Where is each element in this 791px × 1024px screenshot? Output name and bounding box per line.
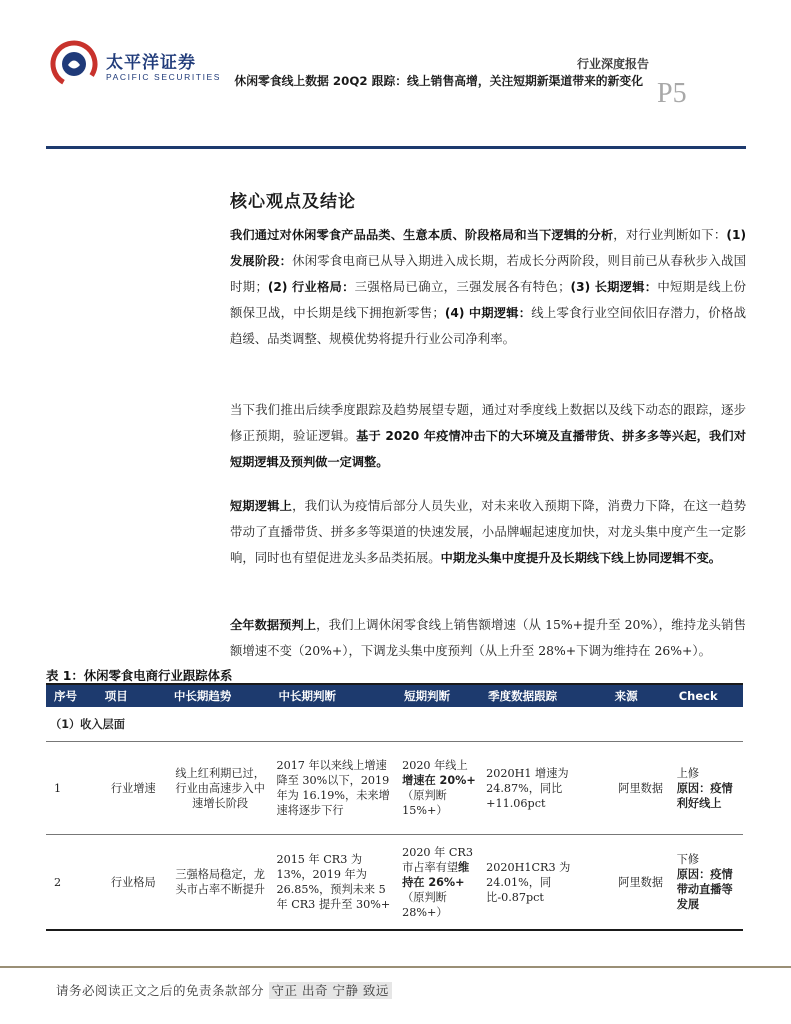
- company-name-cn: 太平洋证券: [106, 53, 196, 73]
- paragraph-conclusions: 我们通过对休闲零食产品品类、生意本质、阶段格局和当下逻辑的分析，对行业判断如下：(1) 发展阶段：休闲零食电商已从导入期进入成长期，若成长分两阶段，则目前已从春秋步入战国时期；(2) 行业格局：三强格局已确立，三强发展各有特色；(3) 长期逻辑：中短期是线上份额保卫战，中长期是线下拥抱新零售；(4) 中期逻辑：线上零食行业空间依旧存潜力，价格战趋缓、品类调整、规模优势将提升行业公司净利率。: [230, 227, 747, 346]
- table-header-row: [46, 685, 743, 707]
- cell-source: 阿里数据: [609, 835, 673, 931]
- tracking-table: [46, 685, 743, 931]
- cell-trend: 线上红利期已过，行业由高速步入中速增长阶段: [168, 742, 273, 835]
- footer-disclaimer: 请务必阅读正文之后的免责条款部分: [56, 983, 265, 998]
- col-header-item: 项目: [99, 685, 168, 707]
- report-type: 行业深度报告: [576, 57, 649, 71]
- cell-no: 1: [46, 742, 99, 835]
- paragraph-short-term: 短期逻辑上，我们认为疫情后部分人员失业，对未来收入预期下降，消费力下降，在这一趋势带动了直播带货、拼多多等渠道的快速发展，小品牌崛起速度加快，对龙头集中度产生一定影响，同时也有望促进龙头多品类拓展。中期龙头集中度提升及长期线下线上协同逻辑不变。: [230, 498, 746, 565]
- col-header-quarterly: 季度数据跟踪: [482, 685, 608, 707]
- cell-trend: 三强格局稳定，龙头市占率不断提升: [168, 835, 273, 931]
- page-number: P5: [657, 78, 687, 109]
- col-header-source: 来源: [609, 685, 673, 707]
- col-header-short-term: 短期判断: [398, 685, 482, 707]
- table-row: [46, 742, 743, 835]
- table-row: [46, 835, 743, 931]
- cell-short-term: 2020 年 CR3 市占率有望维持在 26%+（原判断 28%+）: [398, 835, 482, 931]
- cell-no: 2: [46, 835, 99, 931]
- table-section-row: [46, 707, 743, 742]
- company-logo: [50, 40, 222, 96]
- header-divider: [46, 146, 746, 149]
- cell-quarterly: 2020H1CR3 为 24.01%，同比-0.87pct: [482, 835, 608, 931]
- cell-check: 上修 原因：疫情利好线上: [673, 742, 743, 835]
- col-header-no: 序号: [46, 685, 99, 707]
- footer: [56, 981, 392, 999]
- footer-motto: 守正 出奇 宁静 致远: [269, 982, 392, 999]
- cell-source: 阿里数据: [609, 742, 673, 835]
- cell-short-term: 2020 年线上增速在 20%+（原判断 15%+）: [398, 742, 482, 835]
- col-header-long-term: 中长期判断: [272, 685, 398, 707]
- cell-long-term: 2015 年 CR3 为 13%，2019 年为 26.85%，预判未来 5 年 CR3 提升至 30%+: [272, 835, 398, 931]
- paragraph-full-year: 全年数据预判上，我们上调休闲零食线上销售额增速（从 15%+提升至 20%），维持龙头销售额增速不变（20%+），下调龙头集中度预判（从上升至 28%+下调为维持在 26%+）。: [230, 617, 747, 658]
- cell-quarterly: 2020H1 增速为 24.87%，同比+11.06pct: [482, 742, 608, 835]
- report-title: 休闲零食线上数据 20Q2 跟踪：线上销售高增，关注短期新渠道带来的新变化: [234, 74, 643, 88]
- table-caption: 表 1：休闲零食电商行业跟踪体系: [46, 668, 233, 683]
- cell-check: 下修 原因：疫情带动直播等发展: [673, 835, 743, 931]
- pacific-securities-logo-icon: [50, 40, 98, 88]
- section-title: 核心观点及结论: [230, 192, 356, 212]
- section-label: （1）收入层面: [46, 707, 743, 742]
- footer-divider: [0, 966, 791, 968]
- col-header-trend: 中长期趋势: [168, 685, 273, 707]
- col-header-check: Check: [673, 685, 743, 707]
- company-name-en: PACIFIC SECURITIES: [106, 72, 222, 82]
- cell-long-term: 2017 年以来线上增速降至 30%以下，2019 年为 16.19%，未来增速将逐步下行: [272, 742, 398, 835]
- paragraph-tracking: 当下我们推出后续季度跟踪及趋势展望专题，通过对季度线上数据以及线下动态的跟踪，逐步修正预期，验证逻辑。基于 2020 年疫情冲击下的大环境及直播带货、拼多多等兴起，我们对短期逻辑及预判做一定调整。: [230, 402, 747, 469]
- cell-item: 行业格局: [99, 835, 168, 931]
- cell-item: 行业增速: [99, 742, 168, 835]
